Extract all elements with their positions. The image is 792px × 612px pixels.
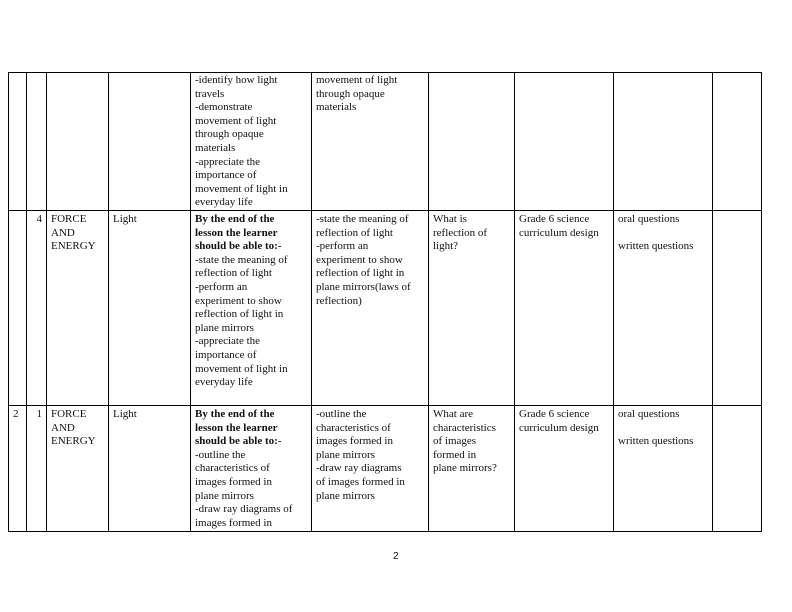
page-number: 2 bbox=[393, 551, 399, 562]
objectives-cell bbox=[191, 406, 312, 532]
table-row bbox=[9, 73, 762, 211]
sub-strand-cell: Light bbox=[109, 406, 191, 532]
assessment-oral: oral questions bbox=[618, 213, 680, 225]
key-inquiry-cell: What are characteristics of images formed in plane mirrors? bbox=[429, 406, 515, 532]
assessment-cell bbox=[614, 211, 713, 406]
assessment-cell bbox=[614, 73, 713, 211]
sub-strand-cell: Light bbox=[109, 211, 191, 406]
activities-cell: -state the meaning of reflection of light -perform an experiment to show reflection of light in plane mirrors(laws of reflection) bbox=[312, 211, 429, 406]
table-row bbox=[9, 406, 762, 532]
objectives-text: -state the meaning of reflection of light -perform an experiment to show reflection of light in plane mirrors -appreciate the importance of movement of light in everyday life bbox=[195, 253, 288, 389]
resources-cell bbox=[515, 73, 614, 211]
strand-cell: FORCE AND ENERGY bbox=[47, 211, 109, 406]
assessment-written: written questions bbox=[618, 240, 694, 253]
remarks-cell bbox=[713, 211, 762, 406]
strand-cell bbox=[47, 73, 109, 211]
key-inquiry-cell bbox=[429, 73, 515, 211]
resources-cell: Grade 6 science curriculum design bbox=[515, 211, 614, 406]
week-cell bbox=[9, 211, 27, 406]
objectives-text: -identify how light travels -demonstrate movement of light through opaque materials -appreciate the importance of movement of light in everyday life bbox=[195, 74, 288, 209]
strand-cell: FORCE AND ENERGY bbox=[47, 406, 109, 532]
lesson-cell: 1 bbox=[27, 406, 47, 532]
resources-cell: Grade 6 science curriculum design bbox=[515, 406, 614, 532]
objectives-heading: By the end of the lesson the learner should be able to:- bbox=[195, 408, 282, 448]
remarks-cell bbox=[713, 406, 762, 532]
week-cell: 2 bbox=[9, 406, 27, 532]
assessment-oral: oral questions bbox=[618, 408, 680, 420]
objectives-cell bbox=[191, 73, 312, 211]
objectives-text: -outline the characteristics of images formed in plane mirrors -draw ray diagrams of images formed in bbox=[195, 448, 293, 529]
assessment-cell bbox=[614, 406, 713, 532]
activities-cell: -outline the characteristics of images formed in plane mirrors -draw ray diagrams of images formed in plane mirrors bbox=[312, 406, 429, 532]
scheme-of-work-table bbox=[8, 72, 762, 532]
table-row bbox=[9, 211, 762, 406]
key-inquiry-cell: What is reflection of light? bbox=[429, 211, 515, 406]
lesson-cell bbox=[27, 73, 47, 211]
assessment-written: written questions bbox=[618, 435, 694, 448]
objectives-heading: By the end of the lesson the learner should be able to:- bbox=[195, 213, 282, 253]
remarks-cell bbox=[713, 73, 762, 211]
activities-cell: movement of light through opaque materials bbox=[312, 73, 429, 211]
week-cell bbox=[9, 73, 27, 211]
sub-strand-cell bbox=[109, 73, 191, 211]
objectives-cell bbox=[191, 211, 312, 406]
lesson-cell: 4 bbox=[27, 211, 47, 406]
